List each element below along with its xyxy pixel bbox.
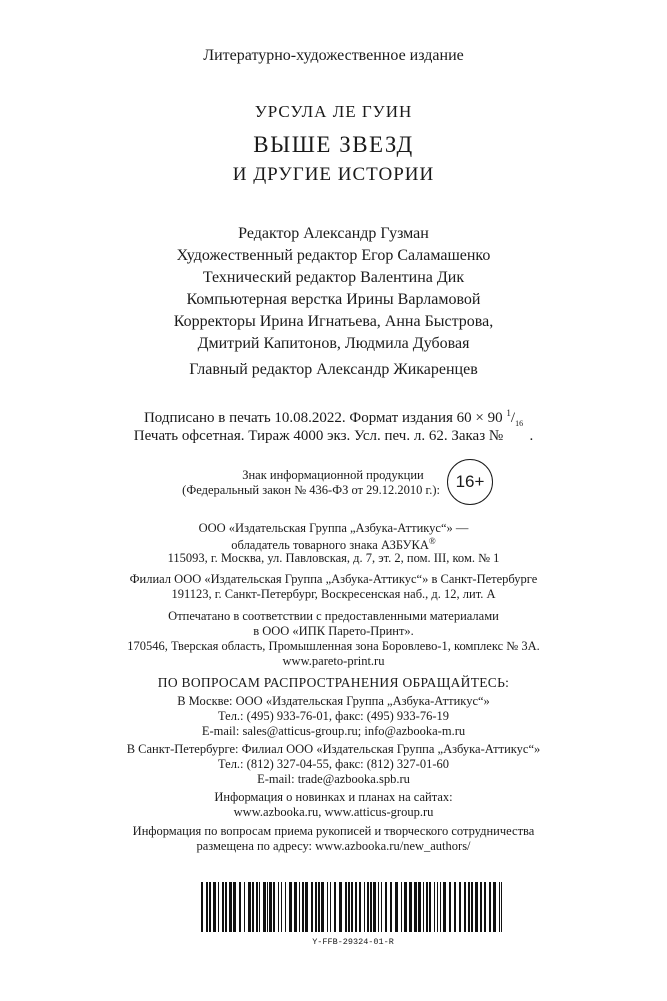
edition-type: Литературно-художественное издание — [203, 47, 464, 64]
branch-address: 191123, г. Санкт-Петербург, Воскресенская наб., д. 12, лит. А — [171, 587, 496, 601]
manuscripts-line1: Информация по вопросам приема рукописей и творческого сотрудничества — [132, 824, 535, 838]
printer-line1: Отпечатано в соответствии с предоставленными материалами — [168, 609, 499, 623]
credit-correctors: Корректоры Ирина Игнатьева, Анна Быстрова, — [173, 313, 494, 330]
print-info-line2: Печать офсетная. Тираж 4000 экз. Усл. печ. л. 62. Заказ № . — [133, 428, 534, 444]
publisher-address: 115093, г. Москва, ул. Павловская, д. 7, эт. 2, пом. III, ком. № 1 — [167, 551, 500, 565]
sites-line1: Информация о новинках и планах на сайтах: — [214, 790, 453, 804]
printer-website: www.pareto-print.ru — [282, 654, 385, 668]
barcode — [201, 882, 505, 946]
book-subtitle: И ДРУГИЕ ИСТОРИИ — [232, 164, 435, 185]
moscow-phone: Тел.: (495) 933-76-01, факс: (495) 933-76-19 — [217, 709, 450, 723]
age-rating-badge: 16+ — [447, 459, 493, 505]
chief-editor: Главный редактор Александр Жикаренцев — [189, 361, 478, 378]
distribution-heading: ПО ВОПРОСАМ РАСПРОСТРАНЕНИЯ ОБРАЩАЙТЕСЬ: — [157, 675, 510, 690]
print-info-line1: Подписано в печать 10.08.2022. Формат издания 60 × 90 $^1/_{16}$ — [143, 408, 524, 428]
credit-editor: Редактор Александр Гузман — [238, 225, 429, 242]
printer-line2: в ООО «ИПК Парето-Принт». — [253, 624, 414, 638]
publisher-line2: обладатель товарного знака АЗБУКА® — [231, 536, 436, 553]
printer-address: 170546, Тверская область, Промышленная зона Боровлево-1, комплекс № 3А. — [127, 639, 540, 653]
spb-line1: В Санкт-Петербурге: Филиал ООО «Издательская Группа „Азбука-Аттикус“» — [126, 742, 541, 756]
format-denominator: 16 — [515, 419, 524, 428]
format-numerator: 1 — [506, 408, 511, 418]
registered-mark: ® — [428, 536, 436, 546]
spb-email: E-mail: trade@azbooka.spb.ru — [257, 772, 410, 786]
moscow-email: E-mail: sales@atticus-group.ru; info@azbooka-m.ru — [201, 724, 466, 738]
credit-correctors-cont: Дмитрий Капитонов, Людмила Дубовая — [197, 335, 470, 352]
credit-layout: Компьютерная верстка Ирины Варламовой — [186, 291, 481, 308]
branch-line1: Филиал ООО «Издательская Группа „Азбука-Аттикус“» в Санкт-Петербурге — [129, 572, 538, 586]
credit-art-editor: Художественный редактор Егор Саламашенко — [176, 247, 491, 264]
publisher-line1: ООО «Издательская Группа „Азбука-Аттикус“» — — [198, 521, 469, 535]
sites-line2: www.azbooka.ru, www.atticus-group.ru — [233, 805, 434, 819]
barcode-code: Y-FFB-29324-01-R — [312, 937, 394, 946]
barcode-bars — [201, 882, 502, 932]
moscow-line1: В Москве: ООО «Издательская Группа „Азбука-Аттикус“» — [177, 694, 490, 708]
book-author: УРСУЛА ЛЕ ГУИН — [254, 102, 413, 121]
credit-tech-editor: Технический редактор Валентина Дик — [202, 269, 465, 286]
info-mark-label: Знак информационной продукции — [242, 468, 424, 482]
spb-phone: Тел.: (812) 327-04-55, факс: (812) 327-01-60 — [217, 757, 450, 771]
book-title: ВЫШЕ ЗВЕЗД — [253, 132, 414, 157]
info-mark-law: (Федеральный закон № 436-ФЗ от 29.12.2010 г.): — [182, 483, 440, 497]
manuscripts-line2: размещена по адресу: www.azbooka.ru/new_authors/ — [196, 839, 471, 853]
